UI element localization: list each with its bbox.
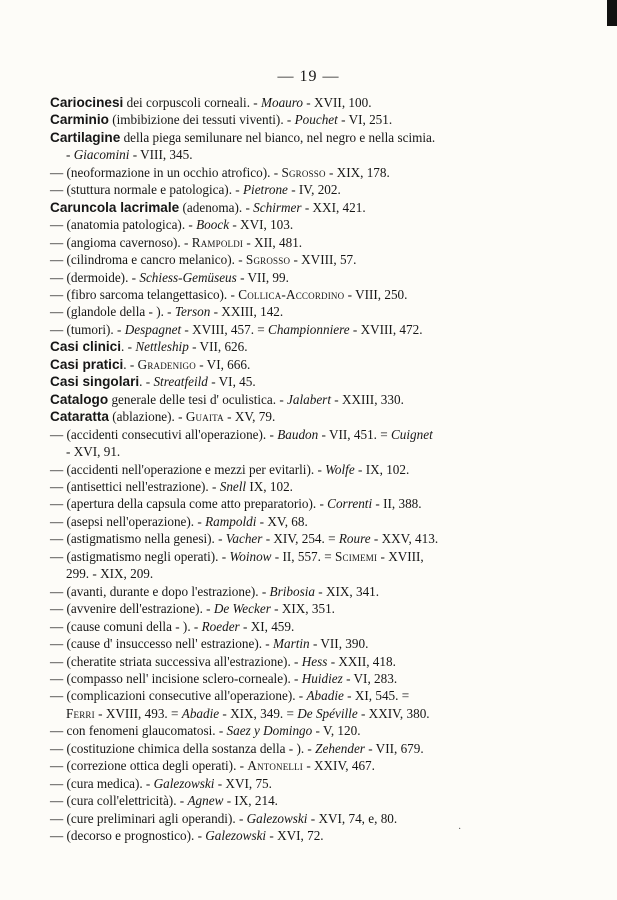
- index-entry: [50, 653, 450, 670]
- index-entry: [50, 740, 450, 757]
- page-number: — 19 —: [277, 68, 340, 85]
- entry-text: - IX, 102.: [354, 461, 410, 477]
- entry-text: - XIX, 341.: [314, 583, 380, 599]
- entry-text: — (correzione ottica degli operati). -: [50, 758, 248, 774]
- entry-text: - II, 388.: [372, 496, 422, 512]
- index-entry: [50, 757, 450, 774]
- author-name: Rampoldi: [205, 513, 257, 529]
- entry-text: — (avanti, durante e dopo l'estrazione). -: [50, 583, 270, 599]
- entry-text: - VII, 99.: [236, 269, 289, 285]
- entry-text: - XVIII, 457. =: [181, 321, 269, 337]
- entry-text: — (astigmatismo nella genesi). -: [50, 531, 226, 547]
- author-name-smallcaps: Scimemi: [334, 548, 378, 564]
- entry-heading: Casi singolari: [50, 374, 140, 390]
- entry-text: — (stuttura normale e patologica). -: [50, 182, 243, 198]
- author-name: Schiess-Gemüseus: [139, 269, 237, 285]
- author-name: Huidiez: [301, 670, 343, 686]
- entry-text: — (anatomia patologica). -: [50, 217, 197, 233]
- index-entry: [50, 234, 450, 251]
- entry-text: - XXIII, 330.: [330, 391, 404, 407]
- index-entry: [50, 600, 450, 617]
- entry-text: — con fenomeni glaucomatosi. -: [50, 723, 227, 739]
- entry-text: — (dermoide). -: [50, 269, 140, 285]
- entry-text: - VI, 666.: [195, 356, 251, 372]
- author-name: Bribosia: [269, 583, 315, 599]
- author-name: Boock: [196, 217, 230, 233]
- author-name: Giacomini: [73, 147, 130, 163]
- entry-text: - XVI, 75.: [214, 775, 272, 791]
- entry-text: - VI, 251.: [337, 112, 393, 128]
- author-name: Terson: [174, 304, 211, 320]
- entry-text: - XVIII, 57.: [290, 252, 357, 268]
- entry-text: — (cura medica). -: [50, 775, 154, 791]
- index-entry: [50, 495, 450, 512]
- scan-speck: ·: [458, 824, 462, 835]
- index-entry: [50, 391, 450, 408]
- entry-heading: Casi clinici: [50, 339, 122, 355]
- index-entry: [50, 303, 450, 320]
- index-entry: [50, 356, 450, 373]
- entry-text: 299. - XIX, 209.: [66, 566, 154, 582]
- author-name: Saez y Domingo: [226, 723, 313, 739]
- author-name: Abadie: [181, 705, 220, 721]
- entry-text: - XIV, 254. =: [262, 531, 339, 547]
- index-entry: [50, 827, 450, 844]
- entry-text: . -: [139, 374, 154, 390]
- author-name: De Wecker: [213, 601, 271, 617]
- index-entry: [50, 111, 450, 128]
- entry-text: - VII, 451. =: [318, 426, 391, 442]
- entry-text: - XXII, 418.: [327, 653, 396, 669]
- entry-text: - XXIII, 142.: [210, 304, 284, 320]
- entry-text: — (compasso nell' incisione sclero-corneale). -: [50, 670, 302, 686]
- entry-text: - II, 557. =: [271, 548, 335, 564]
- author-name: Jalabert: [287, 391, 331, 407]
- author-name: Roeder: [201, 618, 240, 634]
- entry-text: - IX, 214.: [223, 793, 278, 809]
- index-entry-continuation: [50, 705, 450, 722]
- index-entry: [50, 321, 450, 338]
- entry-text: - XII, 481.: [243, 234, 303, 250]
- author-name-smallcaps: Gradenigo: [137, 356, 196, 372]
- entry-text: (ablazione). -: [108, 409, 186, 425]
- index-entry: [50, 164, 450, 181]
- entry-text: - VIII, 345.: [129, 147, 193, 163]
- index-entry: [50, 251, 450, 268]
- entry-text: - XV, 79.: [223, 409, 276, 425]
- entry-text: - V, 120.: [312, 723, 361, 739]
- index-entry-continuation: [50, 146, 450, 163]
- entry-text: - XVIII, 472.: [349, 321, 423, 337]
- entry-text: - XVI, 72.: [266, 828, 324, 844]
- author-name: Hess: [301, 653, 328, 669]
- entry-text: - XVI, 91.: [66, 444, 121, 460]
- author-name: Snell: [219, 478, 247, 494]
- index-entry: [50, 792, 450, 809]
- entry-text: - XIX, 349. =: [219, 705, 298, 721]
- entry-text: — (avvenire dell'estrazione). -: [50, 601, 214, 617]
- entry-text: della piega semilunare nel bianco, nel negro e nella scimia.: [120, 129, 436, 145]
- author-name-smallcaps: Collica-Accordino: [238, 286, 345, 302]
- entry-text: - VI, 283.: [342, 670, 398, 686]
- author-name: Agnew: [187, 793, 224, 809]
- entry-text: — (decorso e prognostico). -: [50, 828, 206, 844]
- entry-text: generale delle tesi d' oculistica. -: [108, 391, 288, 407]
- scan-corner-mark: [607, 0, 617, 26]
- entry-heading: Cataratta: [50, 409, 109, 425]
- index-entries: [50, 94, 450, 844]
- index-entry-continuation: [50, 443, 450, 460]
- index-entry: [50, 181, 450, 198]
- entry-text: - VII, 390.: [309, 636, 369, 652]
- author-name-smallcaps: Ferri: [66, 705, 95, 721]
- author-name: Zehender: [315, 740, 365, 756]
- author-name: Galezowski: [246, 810, 308, 826]
- index-entry: [50, 216, 450, 233]
- author-name: Martin: [273, 636, 310, 652]
- entry-text: — (cilindroma e cancro melanico). -: [50, 252, 246, 268]
- entry-heading: Carminio: [50, 112, 109, 128]
- index-entry: [50, 687, 450, 704]
- index-entry: [50, 635, 450, 652]
- entry-text: — (astigmatismo negli operati). -: [50, 548, 230, 564]
- index-entry: [50, 513, 450, 530]
- entry-text: — (neoformazione in un occhio atrofico). -: [50, 164, 282, 180]
- entry-text: - XI, 459.: [239, 618, 295, 634]
- entry-text: — (asepsi nell'operazione). -: [50, 513, 206, 529]
- entry-heading: Caruncola lacrimale: [50, 199, 180, 215]
- index-entry: [50, 426, 450, 443]
- index-entry: [50, 670, 450, 687]
- index-entry: [50, 583, 450, 600]
- entry-text: . -: [121, 339, 136, 355]
- entry-text: - XXV, 413.: [370, 531, 439, 547]
- entry-text: - XVIII, 493. =: [94, 705, 182, 721]
- author-name: Galezowski: [205, 828, 267, 844]
- entry-text: . -: [123, 356, 138, 372]
- entry-heading: Casi pratici: [50, 356, 124, 372]
- entry-text: — (cure preliminari agli operandi). -: [50, 810, 247, 826]
- author-name: Moauro: [260, 95, 303, 110]
- author-name: Schirmer: [253, 199, 302, 215]
- entry-text: - XIX, 178.: [325, 164, 390, 180]
- index-entry: [50, 129, 450, 146]
- entry-text: — (accidenti consecutivi all'operazione). -: [50, 426, 278, 442]
- entry-text: - XI, 545. =: [343, 688, 410, 704]
- author-name-smallcaps: Sgrosso: [281, 164, 326, 180]
- author-name-smallcaps: Guaita: [185, 409, 224, 425]
- entry-text: - XVI, 74, e, 80.: [307, 810, 398, 826]
- index-entry: [50, 722, 450, 739]
- entry-text: - VIII, 250.: [344, 286, 408, 302]
- entry-text: — (glandole della - ). -: [50, 304, 175, 320]
- author-name: Abadie: [306, 688, 344, 704]
- index-entry: [50, 775, 450, 792]
- author-name: Galezowski: [153, 775, 215, 791]
- entry-text: (imbibizione dei tessuti viventi). -: [108, 112, 295, 128]
- entry-text: dei corpuscoli corneali. -: [123, 95, 261, 110]
- index-entry: [50, 478, 450, 495]
- entry-text: - XXI, 421.: [301, 199, 366, 215]
- index-entry: [50, 269, 450, 286]
- index-entry: [50, 94, 450, 111]
- author-name-smallcaps: Rampoldi: [191, 234, 244, 250]
- entry-heading: Catalogo: [50, 391, 109, 407]
- entry-text: — (complicazioni consecutive all'operazione). -: [50, 688, 307, 704]
- index-entry: [50, 199, 450, 216]
- entry-text: — (cura coll'elettricità). -: [50, 793, 188, 809]
- entry-text: — (costituzione chimica della sostanza della - ). -: [50, 740, 316, 756]
- entry-text: - XV, 68.: [256, 513, 308, 529]
- index-entry: [50, 530, 450, 547]
- author-name: De Spéville: [297, 705, 358, 721]
- author-name: Nettleship: [135, 339, 189, 355]
- index-entry: [50, 373, 450, 390]
- index-entry: [50, 338, 450, 355]
- index-entry: [50, 408, 450, 425]
- entry-text: (adenoma). -: [179, 199, 254, 215]
- author-name: Roure: [338, 531, 371, 547]
- index-entry: [50, 548, 450, 565]
- entry-text: - XVIII,: [377, 548, 424, 564]
- entry-text: — (angioma cavernoso). -: [50, 234, 192, 250]
- author-name: Wolfe: [325, 461, 355, 477]
- author-name-smallcaps: Sgrosso: [245, 252, 291, 268]
- entry-text: — (tumori). -: [50, 321, 125, 337]
- index-entry: [50, 618, 450, 635]
- author-name: Championniere: [268, 321, 350, 337]
- entry-text: — (accidenti nell'operazione e mezzi per evitarli). -: [50, 461, 326, 477]
- index-entry: [50, 810, 450, 827]
- author-name: Streatfeild: [153, 374, 208, 390]
- entry-text: - VII, 626.: [188, 339, 248, 355]
- index-entry: [50, 286, 450, 303]
- entry-heading: Cariocinesi: [50, 95, 124, 110]
- author-name: Woinow: [229, 548, 272, 564]
- entry-text: — (cheratite striata successiva all'estrazione). -: [50, 653, 302, 669]
- author-name: Pouchet: [294, 112, 338, 128]
- entry-text: - VII, 679.: [364, 740, 424, 756]
- author-name: Vacher: [225, 531, 263, 547]
- entry-text: - XVI, 103.: [229, 217, 294, 233]
- entry-text: - XIX, 351.: [270, 601, 335, 617]
- entry-text: - XXIV, 380.: [357, 705, 430, 721]
- author-name: Correnti: [327, 496, 373, 512]
- entry-heading: Cartilagine: [50, 129, 121, 145]
- author-name: Pietrone: [242, 182, 288, 198]
- author-name: Cuignet: [391, 426, 433, 442]
- entry-text: IX, 102.: [246, 478, 293, 494]
- author-name: Baudon: [277, 426, 319, 442]
- author-name: Despagnet: [124, 321, 182, 337]
- index-entry-continuation: [50, 565, 450, 582]
- entry-text: -: [66, 147, 74, 163]
- index-entry: [50, 461, 450, 478]
- entry-text: - IV, 202.: [287, 182, 341, 198]
- entry-text: - VI, 45.: [207, 374, 256, 390]
- entry-text: — (cause d' insuccesso nell' estrazione). -: [50, 636, 273, 652]
- entry-text: — (apertura della capsula come atto preparatorio). -: [50, 496, 328, 512]
- entry-text: — (fibro sarcoma telangettasico). -: [50, 286, 239, 302]
- entry-text: - XVII, 100.: [303, 95, 372, 110]
- author-name-smallcaps: Antonelli: [247, 758, 304, 774]
- entry-text: — (antisettici nell'estrazione). -: [50, 478, 220, 494]
- entry-text: — (cause comuni della - ). -: [50, 618, 202, 634]
- entry-text: - XXIV, 467.: [303, 758, 375, 774]
